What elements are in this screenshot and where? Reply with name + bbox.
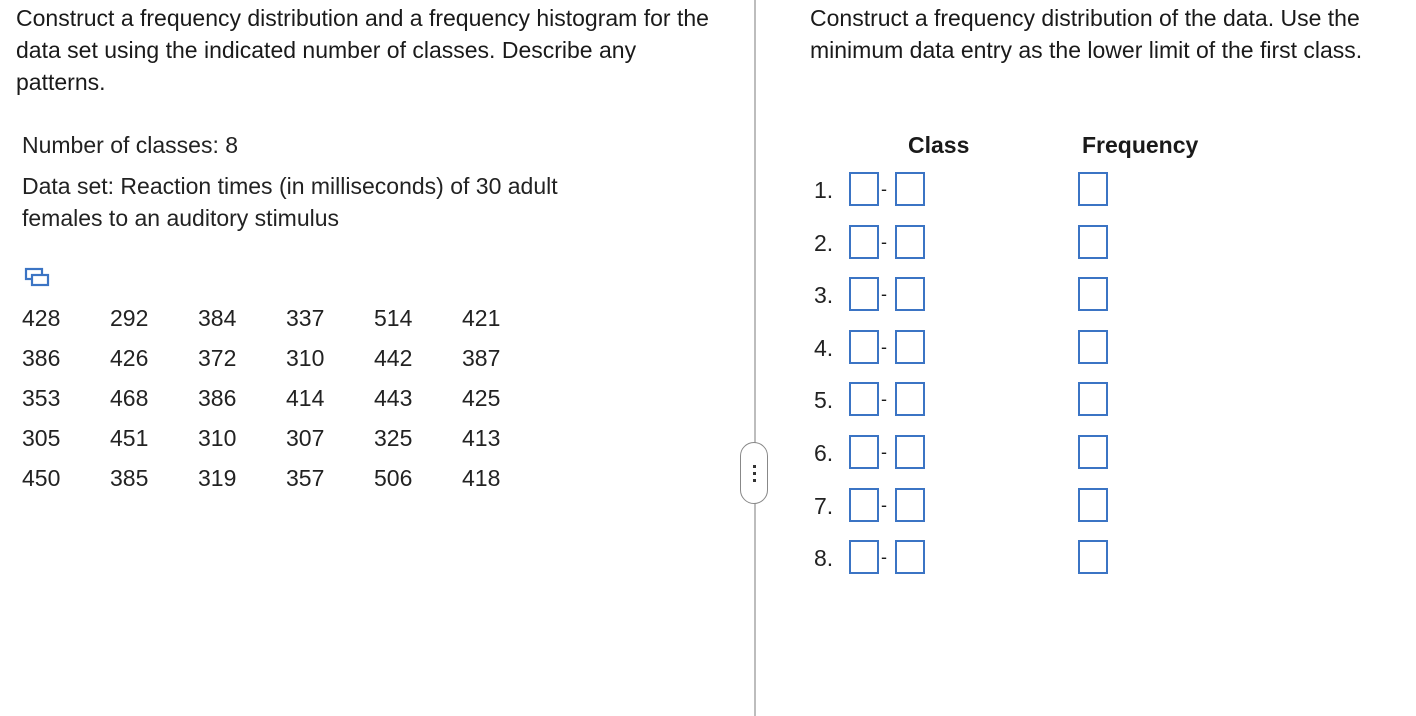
frequency-input[interactable] xyxy=(1078,540,1108,574)
data-value: 413 xyxy=(462,425,501,451)
frequency-input[interactable] xyxy=(1078,488,1108,522)
frequency-column-header: Frequency xyxy=(1082,132,1199,158)
question-text: Construct a frequency distribution and a frequency histogram for the data set using the indicated number of classes. Describe any patterns. xyxy=(16,5,709,95)
data-value: 418 xyxy=(462,465,501,491)
class-upper-limit-input[interactable] xyxy=(895,382,925,416)
frequency-input[interactable] xyxy=(1078,382,1108,416)
copy-data-icon[interactable] xyxy=(24,266,50,288)
data-value: 292 xyxy=(110,305,149,331)
frequency-input[interactable] xyxy=(1078,277,1108,311)
class-lower-limit-input[interactable] xyxy=(849,435,879,469)
data-value: 319 xyxy=(198,465,237,491)
row-number: 4. xyxy=(814,335,834,361)
data-value: 443 xyxy=(374,385,413,411)
data-value: 506 xyxy=(374,465,413,491)
data-value: 421 xyxy=(462,305,501,331)
data-value: 337 xyxy=(286,305,325,331)
data-value: 442 xyxy=(374,345,413,371)
class-column-header: Class xyxy=(908,132,970,158)
class-range-dash: - xyxy=(881,389,887,409)
class-range-dash: - xyxy=(881,337,887,357)
data-value: 384 xyxy=(198,305,237,331)
data-value: 310 xyxy=(198,425,237,451)
data-value: 426 xyxy=(110,345,149,371)
class-lower-limit-input[interactable] xyxy=(849,488,879,522)
instruction-text: Construct a frequency distribution of the data. Use the minimum data entry as the lower limit of the first class. xyxy=(810,5,1363,63)
data-set-description: Data set: Reaction times (in milliseconds) of 30 adult females to an auditory stimulus xyxy=(22,173,558,231)
class-upper-limit-input[interactable] xyxy=(895,540,925,574)
class-lower-limit-input[interactable] xyxy=(849,540,879,574)
class-upper-limit-input[interactable] xyxy=(895,330,925,364)
data-value: 305 xyxy=(22,425,61,451)
row-number: 8. xyxy=(814,545,834,571)
data-value: 414 xyxy=(286,385,325,411)
number-of-classes: Number of classes: 8 xyxy=(22,132,239,158)
frequency-input[interactable] xyxy=(1078,225,1108,259)
data-value: 387 xyxy=(462,345,501,371)
class-upper-limit-input[interactable] xyxy=(895,277,925,311)
class-upper-limit-input[interactable] xyxy=(895,225,925,259)
data-value: 386 xyxy=(198,385,237,411)
data-value: 353 xyxy=(22,385,61,411)
data-value: 514 xyxy=(374,305,413,331)
class-range-dash: - xyxy=(881,179,887,199)
data-value: 451 xyxy=(110,425,149,451)
row-number: 2. xyxy=(814,230,834,256)
class-range-dash: - xyxy=(881,232,887,252)
data-value: 307 xyxy=(286,425,325,451)
class-lower-limit-input[interactable] xyxy=(849,330,879,364)
class-range-dash: - xyxy=(881,495,887,515)
data-value: 310 xyxy=(286,345,325,371)
class-lower-limit-input[interactable] xyxy=(849,172,879,206)
class-range-dash: - xyxy=(881,547,887,567)
data-value: 372 xyxy=(198,345,237,371)
frequency-input[interactable] xyxy=(1078,172,1108,206)
class-upper-limit-input[interactable] xyxy=(895,172,925,206)
class-lower-limit-input[interactable] xyxy=(849,225,879,259)
data-value: 468 xyxy=(110,385,149,411)
class-range-dash: - xyxy=(881,284,887,304)
class-range-dash: - xyxy=(881,442,887,462)
right-pane xyxy=(756,0,1416,716)
class-lower-limit-input[interactable] xyxy=(849,277,879,311)
row-number: 5. xyxy=(814,387,834,413)
data-value: 425 xyxy=(462,385,501,411)
class-lower-limit-input[interactable] xyxy=(849,382,879,416)
frequency-input[interactable] xyxy=(1078,435,1108,469)
data-value: 450 xyxy=(22,465,61,491)
frequency-input[interactable] xyxy=(1078,330,1108,364)
row-number: 3. xyxy=(814,282,834,308)
row-number: 6. xyxy=(814,440,834,466)
data-value: 428 xyxy=(22,305,61,331)
data-value: 325 xyxy=(374,425,413,451)
row-number: 1. xyxy=(814,177,834,203)
data-value: 385 xyxy=(110,465,149,491)
data-value: 386 xyxy=(22,345,61,371)
class-upper-limit-input[interactable] xyxy=(895,435,925,469)
row-number: 7. xyxy=(814,493,834,519)
class-upper-limit-input[interactable] xyxy=(895,488,925,522)
data-value: 357 xyxy=(286,465,325,491)
